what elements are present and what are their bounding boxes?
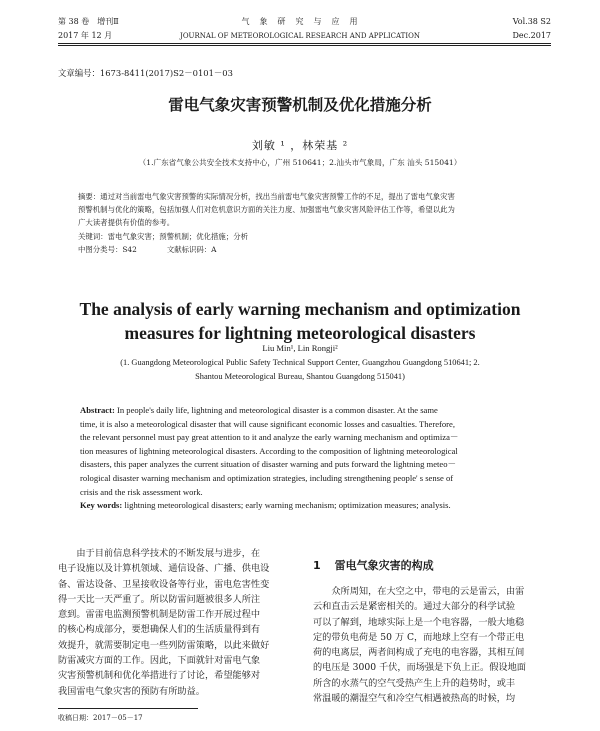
abstract-en-line: In people's daily life, lightning and meteorological disaster is a common disaster. At the same — [114, 405, 438, 415]
keywords-cn: 关键词：雷电气象灾害；预警机制；优化措施；分析 — [78, 231, 248, 241]
article-number: 文章编号：1673-8411(2017)S2－0101－03 — [58, 68, 233, 78]
title-en-line-2: measures for lightning meteorological disasters — [124, 323, 476, 343]
section-1-body — [313, 584, 553, 706]
title-en-line-1: The analysis of early warning mechanism and optimization — [79, 299, 521, 319]
journal-name-en: JOURNAL OF METEOROLOGICAL RESEARCH AND APPLICATION — [180, 32, 420, 40]
intro-line: 灾害预警机制和优化举措进行了讨论，希望能够对 — [58, 670, 261, 682]
section-1-line: 所含的水蒸气的空气受热产生上升的趋势时，或丰 — [313, 677, 516, 689]
journal-name-cn: 气 象 研 究 与 应 用 — [241, 17, 359, 26]
intro-line: 效提升，就需要制定电一些列防雷策略，以此来做好 — [58, 639, 270, 651]
section-1-line: 的电压是 3000 千伏，而场强是下负上正。假设地面 — [313, 662, 526, 674]
section-1-line: 定的带负电荷是 50 万 C，而地球上空有一个带正电 — [313, 631, 525, 643]
section-1-line: 可以了解到，地球实际上是一个电容器，一般大地稳 — [313, 616, 525, 628]
abstract-en-line: tion measures of lightning meteorological disasters. According to the composition of lightning meteorological — [80, 445, 458, 456]
affiliation-en-line: Shantou Meteorological Bureau, Shantou Guangdong 515041) — [195, 372, 405, 381]
header-rule-top — [58, 43, 551, 44]
affiliation-en-line: (1. Guangdong Meteorological Public Safety Technical Support Center, Guangzhou Guangdong 510641; 2. — [120, 358, 480, 367]
abstract-en-line: crisis and the risk assessment work. — [80, 486, 203, 497]
affiliation-cn: （1.广东省气象公共安全技术支持中心，广州 510641；2.汕头市气象局，广东 汕头 515041） — [138, 158, 462, 167]
section-1-heading — [313, 557, 434, 573]
section-1-line: 众所周知，在大空之中，带电的云是雷云，由雷 — [313, 586, 525, 597]
abstract-cn-line: 摘要：通过对当前雷电气象灾害预警的实际情况分析，找出当前雷电气象灾害预警工作的不足，提出了雷电气象灾害 — [78, 192, 455, 201]
authors-en: Liu Min¹, Lin Rongji² — [262, 343, 338, 353]
intro-line: 意到。雷雷电监测预警机制是防雷工作开展过程中 — [58, 609, 261, 621]
abstract-en — [80, 404, 536, 513]
intro-line: 备、雷达设备、卫星接收设备等行业，雷电危害性变 — [58, 578, 270, 590]
title-cn: 雷电气象灾害预警机制及优化措施分析 — [168, 96, 432, 114]
abstract-cn-line: 广大读者提供有价值的参考。 — [78, 218, 175, 228]
header-rule-bottom — [58, 45, 551, 46]
affiliation-en — [0, 356, 600, 384]
intro-line: 得一天比一天严重了。所以防雷问题被很多人所注 — [58, 593, 261, 605]
authors-cn: 刘敏 ¹ ，林荣基 ² — [251, 139, 349, 152]
intro-line: 电子设施以及计算机领域、通信设备、广播、供电设 — [58, 563, 270, 575]
section-1-line: 云和直击云是紧密相关的。通过大部分的科学试验 — [313, 601, 516, 613]
abstract-en-line: time, it is also a meteorological disaster that will cause significant economic losses and casualties. Therefore, — [80, 418, 455, 429]
section-1-number: 1 — [313, 559, 321, 572]
intro-line: 防雷减灾方面的工作。因此，下面就针对雷电气象 — [58, 655, 261, 667]
section-1-title: 雷电气象灾害的构成 — [334, 559, 434, 572]
section-1-line: 荷的电离层，两者间构成了充电的电容器，其相互间 — [313, 647, 525, 659]
footnote-rule — [58, 708, 198, 709]
abstract-en-line: disasters, this paper analyzes the current situation of disaster warning and puts forward the lightning meteo－ — [80, 459, 457, 470]
received-date: 收稿日期：2017－05－17 — [58, 714, 143, 722]
abstract-cn — [78, 190, 538, 256]
intro-line: 我国雷电气象灾害的预防有所助益。 — [58, 685, 205, 697]
document-code: 文献标识码：A — [166, 244, 217, 254]
intro-line: 由于目前信息科学技术的不断发展与进步，在 — [58, 548, 261, 559]
abstract-en-label: Abstract: — [80, 405, 115, 415]
intro-column — [58, 546, 298, 699]
intro-line: 的核心构成部分，要想确保人们的生活质量得到有 — [58, 624, 261, 636]
abstract-cn-line: 预警机制与优化的策略，包括加强人们对危机意识方面的关注力度、加强雷电气象灾害风险评估工作等，希望以此为 — [78, 205, 455, 215]
keywords-en-label: Key words: — [80, 500, 123, 511]
classification-row — [78, 243, 538, 256]
abstract-en-line: the relevant personnel must pay great attention to it and analyze the early warning mechanism and optimiza－ — [80, 432, 459, 443]
section-1-line: 常温暖的潮湿空气和冷空气相遇被热高的时候，均 — [313, 693, 516, 705]
keywords-en: lightning meteorological disasters; early warning mechanism; optimization measures; analysis. — [122, 500, 451, 511]
abstract-en-line: rological disaster warning mechanism and optimization strategies, including strengthening people' s sense of — [80, 472, 454, 483]
issue-date-cn: 2017 年 12 月 — [58, 31, 113, 40]
issue-date-en: Dec.2017 — [512, 31, 551, 40]
volume-en: Vol.38 S2 — [512, 17, 551, 26]
volume-info: 第 38 卷 增刊Ⅱ — [58, 17, 119, 26]
class-number: 中图分类号：S42 — [78, 244, 137, 254]
